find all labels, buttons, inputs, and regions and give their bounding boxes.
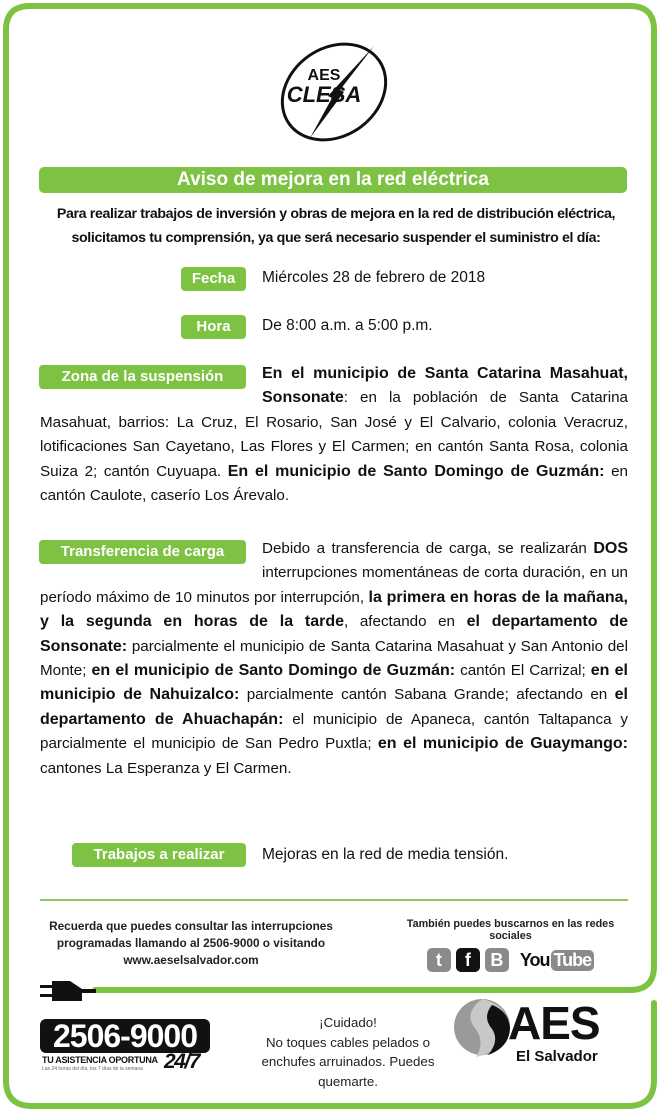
transfer-label: Transferencia de carga	[39, 540, 246, 564]
notice-intro: Para realizar trabajos de inversión y obras de mejora en la red de distribución eléctrica, solicitamos tu comprensión, ya que será necesario suspender el suministro el día:	[56, 206, 616, 246]
date-label: Fecha	[181, 267, 246, 291]
phone-number[interactable]: 2506-9000	[40, 1019, 210, 1053]
zone-label: Zona de la suspensión	[39, 365, 246, 389]
transfer-description: Debido a transferencia de carga, se realizarán DOS interrupciones momentáneas de corta duración, en un período máximo de 10 minutos por interrupción, la primera en horas de la mañana, y la segunda en horas de la tarde, afectando en el departamento de Sonsonate: parcialmente el municipio de Santa Catarina Masahuat y San Antonio del Monte; en el municipio de Santo Domingo de Guzmán: cantón El Carrizal; en el municipio de Nahuizalco: parcialmente cantón Sabana Grande; afectando en el departamento de Ahuachapán: el municipio de Apaneca, cantón Taltapanca y parcialmente el municipio de San Pedro Puxtla; en el municipio de Guaymango: cantones La Esperanza y El Carmen.	[40, 540, 629, 777]
blogger-icon[interactable]: B	[485, 948, 509, 972]
work-label: Trabajos a realizar	[72, 843, 246, 867]
aes-swirl-icon	[452, 997, 512, 1064]
work-value: Mejoras en la red de media tensión.	[262, 846, 509, 863]
safety-warning: ¡Cuidado! No toques cables pelados o enchufes arruinados. Puedes quemarte.	[261, 1015, 435, 1089]
youtube-icon[interactable]: You Tube	[520, 950, 594, 971]
notice-title: Aviso de mejora en la red eléctrica	[39, 167, 627, 193]
reminder-text: Recuerda que puedes consultar las interrupciones programadas llamando al 2506-9000 o visitando www.aeselsalvador.com	[36, 918, 346, 969]
svg-text:AES: AES	[307, 67, 341, 84]
24-7-badge: 24/7	[164, 1050, 199, 1073]
assist-subtext: Las 24 horas del día, los 7 días de la semana	[42, 1066, 143, 1072]
divider	[40, 899, 628, 901]
aes-logo-word: AES	[508, 997, 600, 1049]
aes-clesa-logo	[270, 32, 398, 150]
svg-text:CLESA: CLESA	[286, 82, 362, 107]
website-link[interactable]: www.aeselsalvador.com	[123, 953, 259, 967]
social-heading: También puedes buscarnos en las redes sociales	[406, 918, 615, 942]
assist-tagline: TU ASISTENCIA OPORTUNA	[42, 1055, 158, 1065]
twitter-icon[interactable]: t	[427, 948, 451, 972]
zone-description: En el municipio de Santa Catarina Masahuat, Sonsonate: en la población de Santa Catarina Masahuat, barrios: La Cruz, El Rosario, San José y El Calvario, colonia Veracruz, lotificaciones San Cayetano, Las Flores y El Carmen; en cantón Santa Rosa, colonia Suiza 2; cantón Cuyuapa. En el municipio de Santo Domingo de Guzmán: en cantón Caulote, caserío Los Árevalo.	[40, 365, 628, 505]
aes-logo-subtitle: El Salvador	[516, 1048, 598, 1065]
time-value: De 8:00 a.m. a 5:00 p.m.	[262, 317, 433, 334]
social-section	[388, 918, 633, 972]
facebook-icon[interactable]: f	[456, 948, 480, 972]
plug-icon	[40, 979, 96, 1008]
date-value: Miércoles 28 de febrero de 2018	[262, 269, 486, 286]
time-label: Hora	[181, 315, 246, 339]
